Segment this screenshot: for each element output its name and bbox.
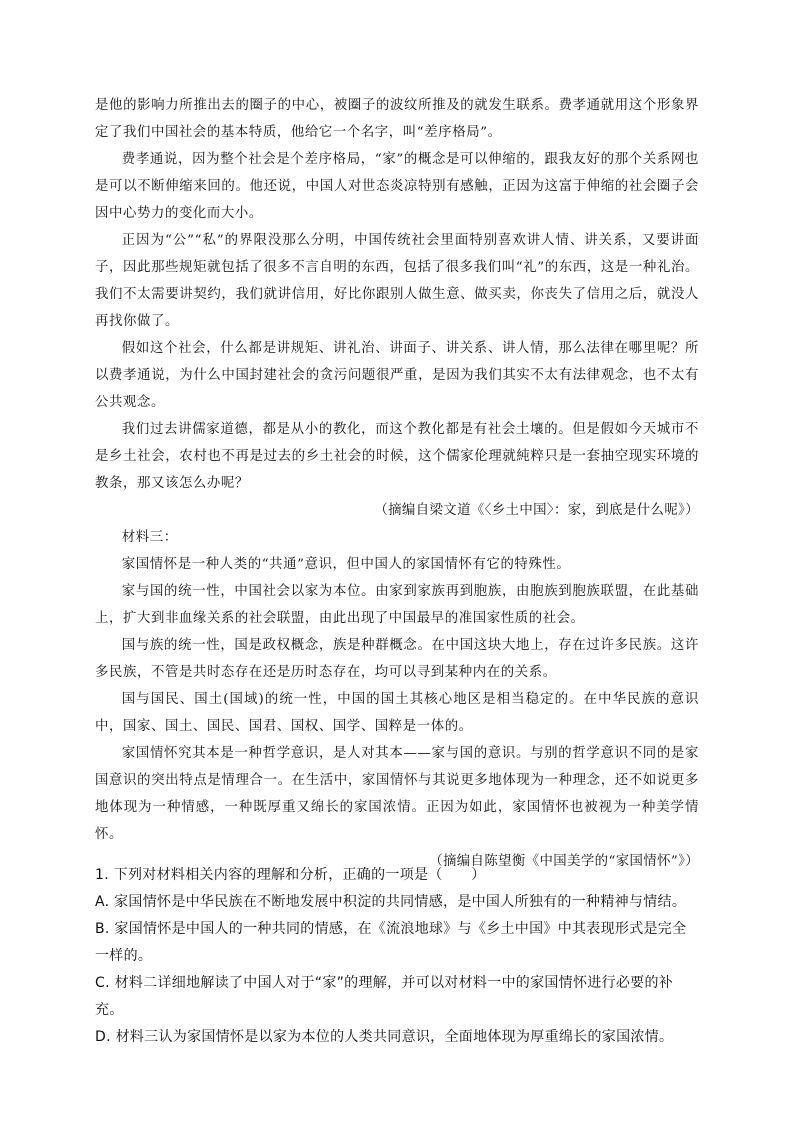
material-3-paragraph-4: 国与国民、国土(国域)的统一性，中国的国土其核心地区是相当稳定的。在中华民族的意识中，国家、国土、国民、国君、国权、国学、国粹是一体的。 [95,692,699,734]
question-stem: 1. 下列对材料相关内容的理解和分析，正确的一项是（ ） [95,867,486,883]
option-c[interactable]: C. 材料二详细地解读了中国人对于“家”的理解，并可以对材料一中的家国情怀进行必要的补充。 [95,975,674,1018]
material-3-heading: 材料三： [121,530,178,545]
option-d[interactable]: D. 材料三认为家国情怀是以家为本位的人类共同意识，全面地体现为厚重绵长的家国浓情。 [95,1029,674,1045]
paragraph-1: 是他的影响力所推出去的圈子的中心，被圈子的波纹所推及的就发生联系。费孝通就用这个形象界定了我们中国社会的基本特质，他给它一个名字，叫“差序格局”。 [95,98,699,140]
reading-passage [95,92,699,875]
source-citation-1: （摘编自梁文道《〈乡土中国〉：家，到底是什么呢》） [374,503,699,518]
option-a[interactable]: A. 家国情怀是中华民族在不断地发展中积淀的共同情感，是中国人所独有的一种精神与情结。 [95,894,687,910]
question-block [95,862,699,1051]
material-3-paragraph-3: 国与族的统一性，国是政权概念，族是种群概念。在中国这块大地上，存在过许多民族。这许多民族，不管是共时态存在还是历时态存在，均可以寻到某种内在的关系。 [95,638,699,680]
paragraph-4: 假如这个社会，什么都是讲规矩、讲礼治、讲面子、讲关系、讲人情，那么法律在哪里呢？所以费孝通说，为什么中国封建社会的贪污问题很严重，是因为我们其实不太有法律观念，也不太有公共观念。 [95,341,699,410]
paragraph-3: 正因为“公”“私”的界限没那么分明，中国传统社会里面特别喜欢讲人情、讲关系，又要讲面子，因此那些规矩就包括了很多不言自明的东西，包括了很多我们叫“礼”的东西，这是一种礼治。我们不太需要讲契约，我们就讲信用，好比你跟别人做生意、做买卖，你丧失了信用之后，就没人再找你做了。 [95,233,699,329]
paragraph-2: 费孝通说，因为整个社会是个差序格局，“家”的概念是可以伸缩的，跟我友好的那个关系网也是可以不断伸缩来回的。他还说，中国人对世态炎凉特别有感触，正因为这富于伸缩的社会圈子会因中心势力的变化而大小。 [95,152,699,221]
material-3-paragraph-1: 家国情怀是一种人类的“共通”意识，但中国人的家国情怀有它的特殊性。 [121,557,571,572]
paragraph-5: 我们过去讲儒家道德，都是从小的教化，而这个教化都是有社会土壤的。但是假如今天城市不是乡土社会，农村也不再是过去的乡土社会的时候，这个儒家伦理就純粹只是一套抽空现实环境的教条，那又该怎么办呢？ [95,422,699,491]
option-b[interactable]: B. 家国情怀是中国人的一种共同的情感，在《流浪地球》与《乡土中国》中其表现形式是完全一样的。 [95,921,687,964]
source-citation-2: （摘编自陈望衡《中国美学的“家国情怀”》） [429,854,699,869]
material-3-paragraph-2: 家与国的统一性，中国社会以家为本位。由家到家族再到胞族，由胞族到胞族联盟，在此基础上，扩大到非血缘关系的社会联盟，由此出现了中国最早的准国家性质的社会。 [95,584,699,626]
material-3-paragraph-5: 家国情怀究其本是一种哲学意识，是人对其本——家与国的意识。与别的哲学意识不同的是家国意识的突出特点是情理合一。在生活中，家国情怀与其说更多地体现为一种理念，还不如说更多地体现为一种情感，一种既厚重又绵长的家国浓情。正因为如此，家国情怀也被视为一种美学情怀。 [95,746,699,842]
